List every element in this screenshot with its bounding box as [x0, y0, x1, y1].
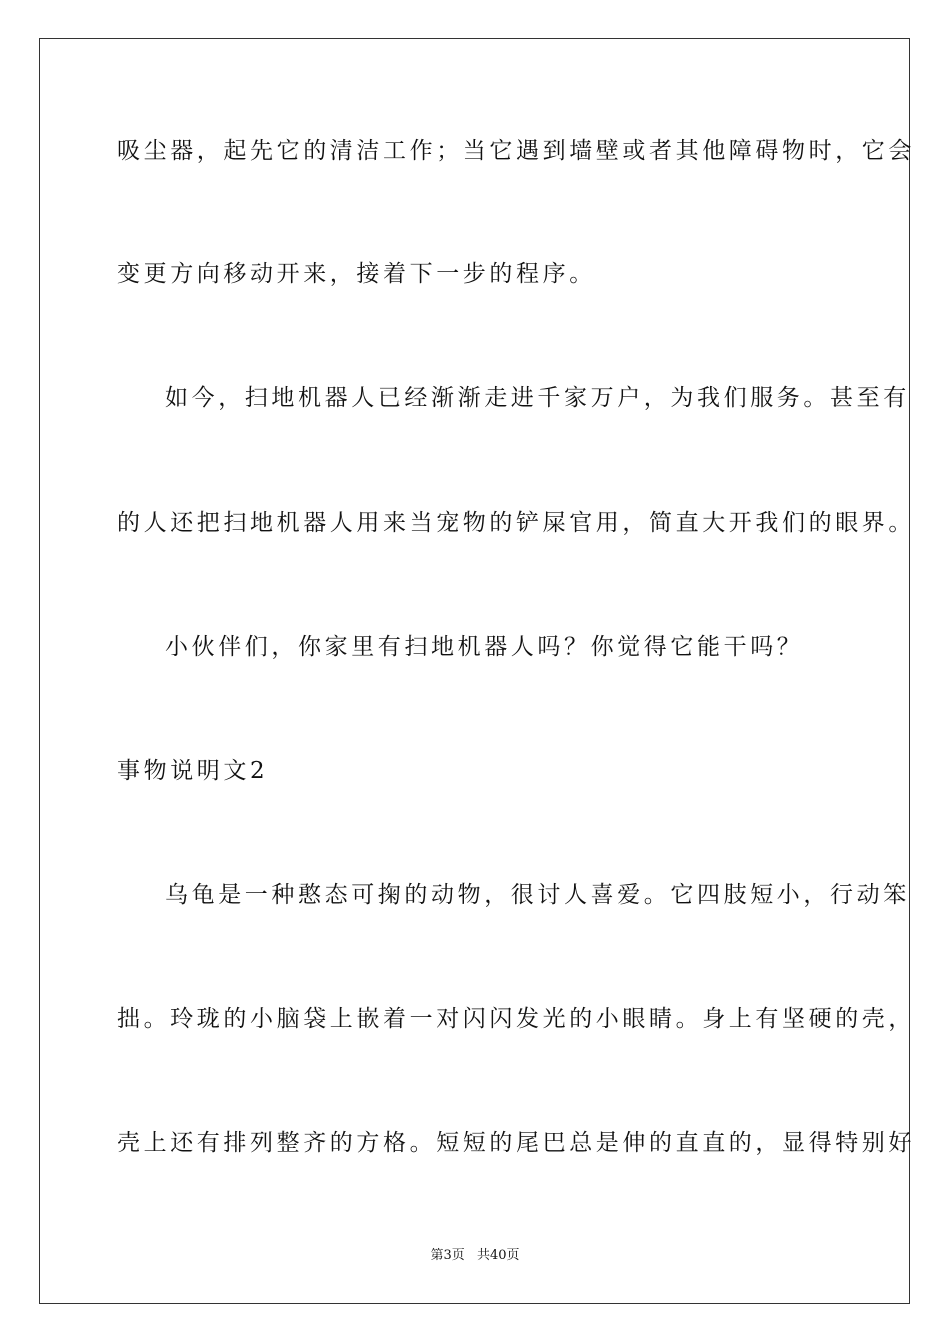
paragraph-line: 拙。玲珑的小脑袋上嵌着一对闪闪发光的小眼睛。身上有坚硬的壳， — [117, 1006, 915, 1032]
paragraph-line: 如今，扫地机器人已经渐渐走进千家万户，为我们服务。甚至有 — [165, 385, 910, 411]
paragraph-line: 吸尘器，起先它的清洁工作；当它遇到墙壁或者其他障碍物时，它会 — [117, 138, 915, 164]
paragraph-line: 变更方向移动开来，接着下一步的程序。 — [117, 261, 596, 287]
current-page-label: 第3页 — [430, 1248, 465, 1263]
paragraph-line: 壳上还有排列整齐的方格。短短的尾巴总是伸的直直的，显得特别好 — [117, 1130, 915, 1156]
total-pages-label: 共40页 — [476, 1248, 520, 1263]
paragraph-line: 乌龟是一种憨态可掬的动物，很讨人喜爱。它四肢短小，行动笨 — [165, 882, 910, 908]
page-footer — [0, 1247, 950, 1265]
section-heading: 事物说明文2 — [117, 758, 269, 784]
paragraph-line: 小伙伴们，你家里有扫地机器人吗？你觉得它能干吗？ — [165, 634, 804, 660]
page-border — [39, 38, 910, 1304]
paragraph-line: 的人还把扫地机器人用来当宠物的铲屎官用，简直大开我们的眼界。 — [117, 510, 915, 536]
